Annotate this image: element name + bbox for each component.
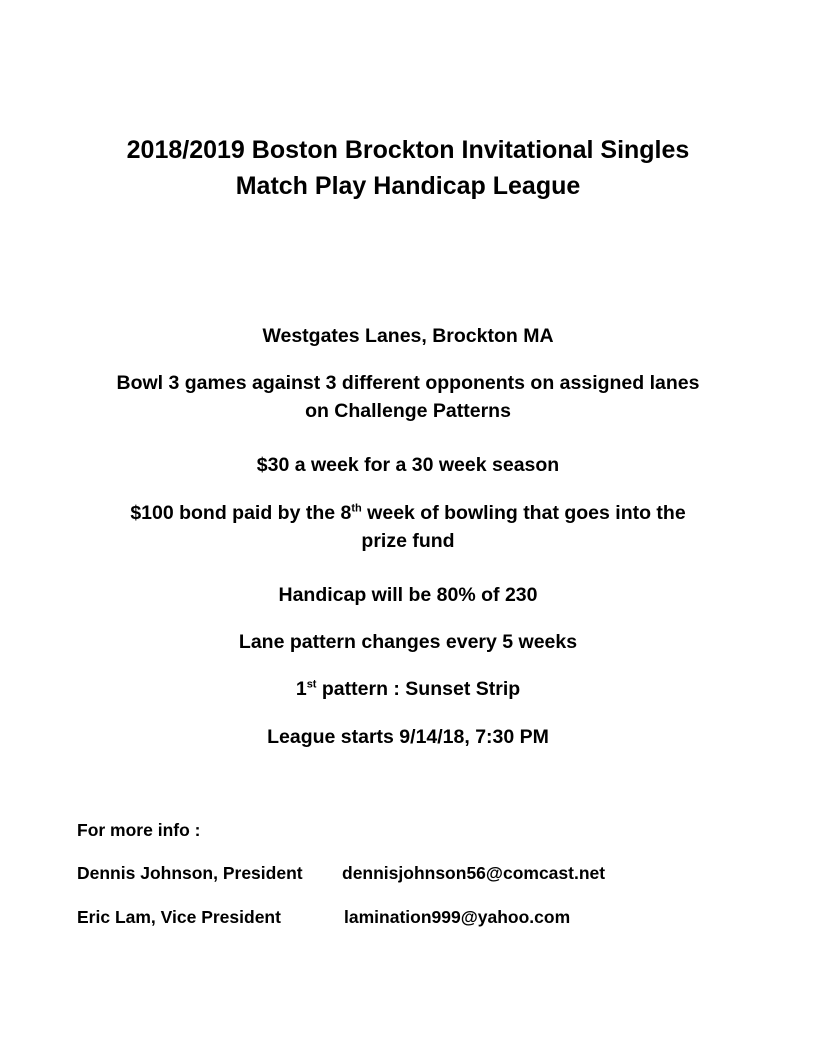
pattern-change-text: Lane pattern changes every 5 weeks bbox=[238, 631, 578, 653]
title-line-2: Match Play Handicap League bbox=[235, 172, 581, 200]
contact-name: Dennis Johnson, President bbox=[77, 863, 303, 883]
contact-email[interactable]: lamination999@yahoo.com bbox=[344, 907, 571, 927]
format-line-2: on Challenge Patterns bbox=[305, 400, 511, 422]
handicap-text: Handicap will be 80% of 230 bbox=[278, 584, 538, 606]
title-line-1: 2018/2019 Boston Brockton Invitational Singles bbox=[126, 136, 690, 164]
format-text bbox=[60, 369, 756, 425]
first-pattern-text: 1st pattern : Sunset Strip bbox=[295, 678, 521, 700]
location-text: Westgates Lanes, Brockton MA bbox=[262, 325, 554, 347]
format-line-1: Bowl 3 games against 3 different opponents on assigned lanes bbox=[116, 372, 700, 394]
contact-president bbox=[77, 862, 606, 884]
bond-text bbox=[60, 499, 756, 555]
bond-line-1: $100 bond paid by the 8th week of bowling that goes into the bbox=[130, 502, 686, 524]
contact-email[interactable]: dennisjohnson56@comcast.net bbox=[342, 863, 606, 883]
start-text: League starts 9/14/18, 7:30 PM bbox=[267, 726, 549, 748]
contact-vice-president bbox=[77, 906, 571, 928]
contact-name: Eric Lam, Vice President bbox=[77, 907, 281, 927]
bond-line-2: prize fund bbox=[361, 530, 455, 552]
page-title bbox=[0, 132, 816, 204]
fee-text: $30 a week for a 30 week season bbox=[256, 454, 560, 476]
contact-heading: For more info : bbox=[77, 820, 201, 840]
